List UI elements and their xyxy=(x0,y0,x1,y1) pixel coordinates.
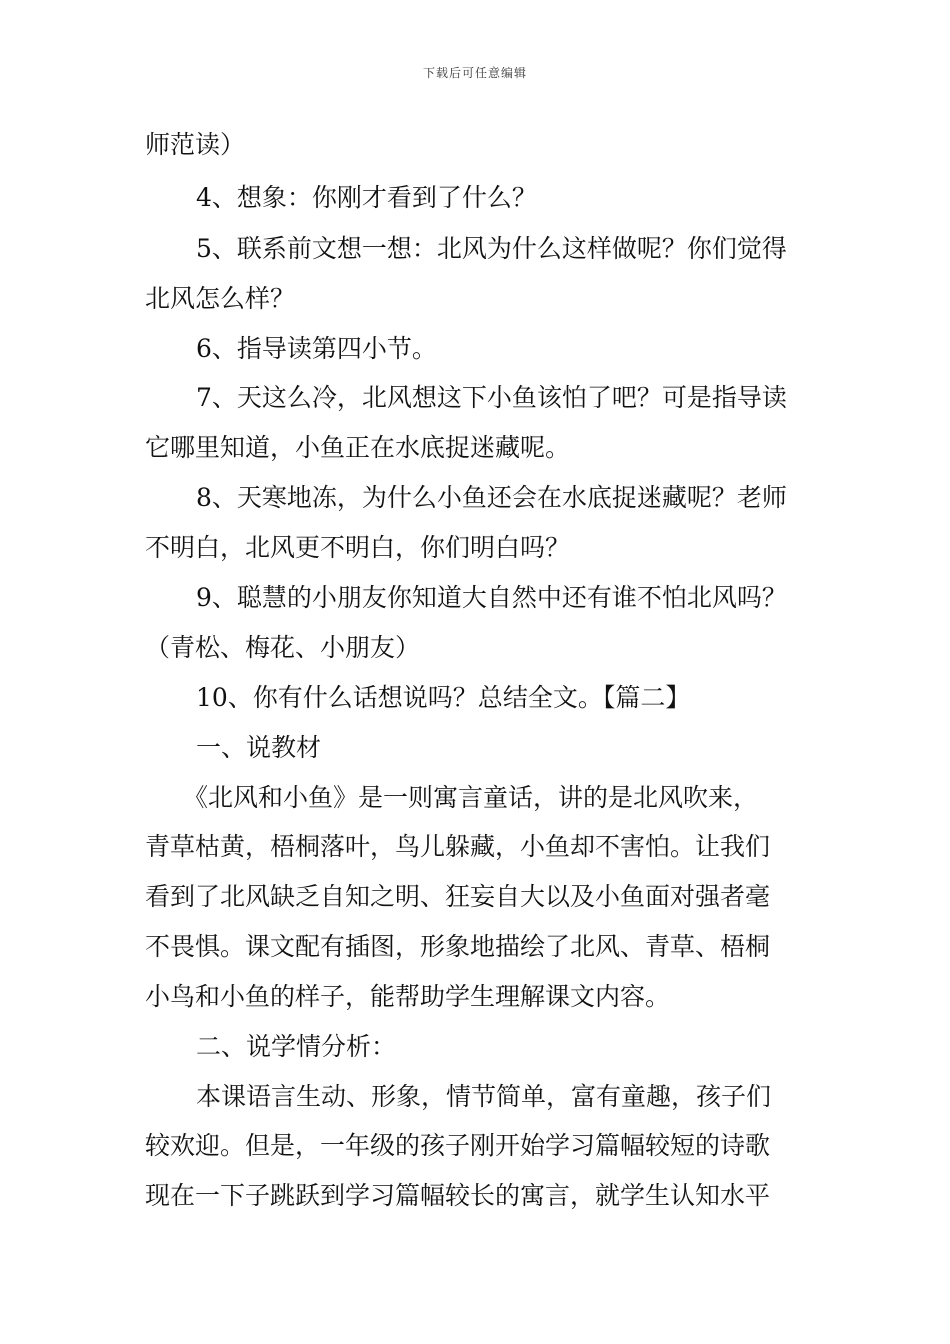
text-line: 5、联系前文想一想：北风为什么这样做呢？你们觉得 xyxy=(196,234,787,263)
text-line: 不畏惧。课文配有插图，形象地描绘了北风、青草、梧桐 xyxy=(145,932,771,961)
section-heading: 一、说教材 xyxy=(196,733,322,762)
text-line: 8、天寒地冻，为什么小鱼还会在水底捉迷藏呢？老师 xyxy=(196,483,787,512)
text-line: 青草枯黄，梧桐落叶，鸟儿躲藏，小鱼却不害怕。让我们 xyxy=(145,832,771,861)
text-line: 10、你有什么话想说吗？总结全文。【篇二】 xyxy=(196,683,691,712)
text-line: 它哪里知道，小鱼正在水底捉迷藏呢。 xyxy=(145,433,571,462)
text-line: 《北风和小鱼》是一则寓言童话，讲的是北风吹来， xyxy=(183,783,759,812)
text-line: 本课语言生动、形象，情节简单，富有童趣，孩子们 xyxy=(196,1082,772,1111)
section-heading: 二、说学情分析： xyxy=(196,1032,397,1061)
text-line: 较欢迎。但是，一年级的孩子刚开始学习篇幅较短的诗歌 xyxy=(145,1131,771,1160)
text-line: 现在一下子跳跃到学习篇幅较长的寓言，就学生认知水平 xyxy=(145,1181,771,1210)
page-header: 下载后可任意编辑 xyxy=(422,66,527,80)
text-line: 6、指导读第四小节。 xyxy=(196,334,437,363)
text-line: 7、天这么冷，北风想这下小鱼该怕了吧？可是指导读 xyxy=(196,383,787,412)
text-line: 北风怎么样？ xyxy=(145,284,296,313)
text-line: 4、想象：你刚才看到了什么？ xyxy=(196,183,537,212)
text-line: （青松、梅花、小朋友） xyxy=(145,633,421,662)
text-line: 小鸟和小鱼的样子，能帮助学生理解课文内容。 xyxy=(145,982,671,1011)
text-line: 看到了北风缺乏自知之明、狂妄自大以及小鱼面对强者毫 xyxy=(145,882,771,911)
text-line: 9、聪慧的小朋友你知道大自然中还有谁不怕北风吗？ xyxy=(196,583,787,612)
text-line: 师范读） xyxy=(145,130,246,159)
text-line: 不明白，北风更不明白，你们明白吗？ xyxy=(145,533,571,562)
